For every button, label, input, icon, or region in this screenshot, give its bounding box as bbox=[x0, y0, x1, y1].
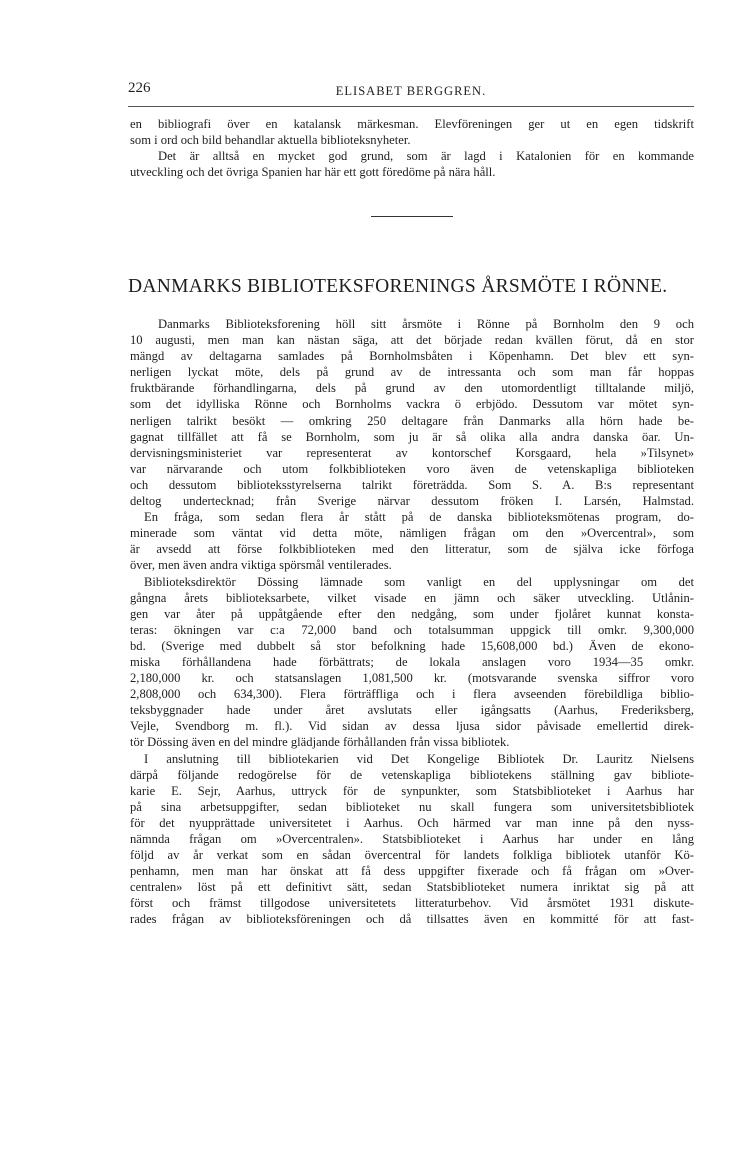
text-line: utveckling och det övriga Spanien har här ett gott föredöme på nära håll. bbox=[130, 165, 496, 180]
text-line: bd. (Sverige med dubbelt så stor befolkning hade 15,608,000 bd.) Även de ekono- bbox=[130, 638, 694, 653]
page-number: 226 bbox=[128, 80, 151, 96]
text-line: för det nyupprättade universitetet i Aarhus. Och härmed var man inne på den nyss- bbox=[130, 815, 694, 830]
text-line: tör Dössing även en del mindre glädjande förhållanden från vissa bibliotek. bbox=[130, 735, 510, 750]
text-line: Det är alltså en mycket god grund, som är lagd i Katalonien för en kommande bbox=[158, 149, 694, 164]
text-line: En fråga, som sedan flera år stått på de danska biblioteksmötenas program, do- bbox=[144, 510, 694, 525]
page-header bbox=[128, 80, 694, 107]
text-line: mängd av deltagarna samlades på Bornholmsbåten i Köpenhamn. Det blev ett syn- bbox=[130, 349, 694, 364]
text-line: Danmarks Biblioteksforening höll sitt årsmöte i Rönne på Bornholm den 9 och bbox=[158, 317, 694, 331]
text-line: dervisningsministeriet var representerat av kontorschef Korsgaard, hela »Tilsynet» bbox=[130, 445, 694, 460]
text-line: som i ord och bild behandlar aktuella biblioteksnyheter. bbox=[130, 133, 411, 148]
article-body bbox=[130, 316, 694, 928]
text-line: nämnda frågan om »Overcentralen». Statsbiblioteket i Aarhus har under en lång bbox=[130, 832, 694, 846]
text-line: karie E. Sejr, Aarhus, uttryck för de synpunkter, som Statsbiblioteket i Aarhus har bbox=[130, 783, 694, 798]
text-line: på sina arbetsuppgifter, sedan biblioteket nu skall fungera som universitetsbibliotek bbox=[130, 799, 694, 814]
text-line: är avsedd att förse folkbiblioteken med den litteratur, som de själva icke förfoga bbox=[130, 542, 694, 557]
text-line: gångna årets biblioteksarbete, vilket visade en jämn och säker utveckling. Utlånin- bbox=[130, 590, 694, 605]
text-line: teras: ökningen var c:a 72,000 band och totalsumman uppgick till omkr. 9,300,000 bbox=[130, 622, 694, 637]
text-line: först och främst tillgodose universitetets litteraturbehov. Vid årsmötet 1931 diskute- bbox=[130, 896, 694, 911]
text-line: teksbyggnader hade under året avslutats eller igångsatts (Aarhus, Frederiksberg, bbox=[130, 703, 694, 718]
text-line: penhamn, men man har önskat att få dess uppgifter fixerade och få frågan om »Over- bbox=[130, 864, 694, 879]
section-divider bbox=[371, 216, 453, 217]
intro-paragraphs bbox=[130, 116, 694, 180]
text-line: och dessutom biblioteksstyrelserna talrikt företrädda. Som S. A. B:s representant bbox=[130, 477, 694, 492]
text-line: var närvarande och utom folkbiblioteken voro även de vetenskapliga biblioteken bbox=[130, 461, 694, 476]
text-line: 2,180,000 kr. och statsanslagen 1,081,500 kr. (motsvarande svenska siffror voro bbox=[130, 671, 694, 686]
text-line: rades frågan av biblioteksföreningen och då tillsattes även en kommitté för att fast- bbox=[130, 912, 694, 927]
text-line: över, men även andra viktiga spörsmål ventilerades. bbox=[130, 558, 392, 573]
text-line: nerligen talrikt besökt — omkring 250 deltagare från Danmarks alla hörn hade be- bbox=[130, 413, 694, 428]
text-line: därpå följande redogörelse för de vetenskapliga bibliotekens ställning gav bibliote- bbox=[130, 767, 694, 782]
text-line: gagnat tillfället att få se Bornholm, som ju är så olika alla andra danska öar. Un- bbox=[130, 429, 694, 444]
text-line: I anslutning till bibliotekarien vid Det Kongelige Bibliotek Dr. Lauritz Nielsens bbox=[144, 751, 694, 766]
text-line: minerade som väntat vid detta möte, nämligen frågan om den »Overcentral», som bbox=[130, 526, 694, 541]
text-line: gen var åter på uppåtgående efter den nedgång, som under fjolåret kunnat konsta- bbox=[130, 606, 694, 621]
text-line: nerligen lyckat möte, dels på grund av de intressanta och som man får hoppas bbox=[130, 365, 694, 380]
text-line: Vejle, Svendborg m. fl.). Vid sidan av dessa ljusa sidor påvisade emellertid direk- bbox=[130, 719, 694, 734]
text-line: 10 augusti, men man kan nästan säga, att det började redan kvällen förut, då en stor bbox=[130, 333, 694, 348]
text-line: Biblioteksdirektör Dössing lämnade som vanligt en del upplysningar om det bbox=[144, 574, 694, 589]
text-line: miska förhållandena hade förbättrats; de lokala anslagen voro 1934—35 omkr. bbox=[130, 654, 694, 669]
text-line: följd av år verkat som en sådan övercentral för landets folkliga bibliotek utanför Kö- bbox=[130, 848, 694, 863]
text-line: som det idylliska Rönne och Bornholms vackra ö erbjödo. Dessutom var mötet syn- bbox=[130, 397, 694, 412]
section-heading: DANMARKS BIBLIOTEKSFORENINGS ÅRSMÖTE I RÖNNE. bbox=[128, 276, 668, 297]
text-line: fruktbärande förhandlingarna, dels på grund av den utomordentligt tilltalande miljö, bbox=[130, 381, 694, 396]
text-line: en bibliografi över en katalansk märkesman. Elevföreningen ger ut en egen tidskrift bbox=[130, 117, 694, 131]
running-head: ELISABET BERGGREN. bbox=[335, 84, 487, 98]
text-line: deltog undertecknad; från Sverige närvar dessutom fröken I. Larsén, Halmstad. bbox=[130, 494, 694, 509]
text-line: 2,808,000 och 634,300). Flera förträffliga och i flera avseenden förebildliga biblio- bbox=[130, 687, 694, 702]
text-line: centralen» löst på ett definitivt sätt, sedan Statsbiblioteket numera inriktat sig på att bbox=[130, 880, 694, 895]
